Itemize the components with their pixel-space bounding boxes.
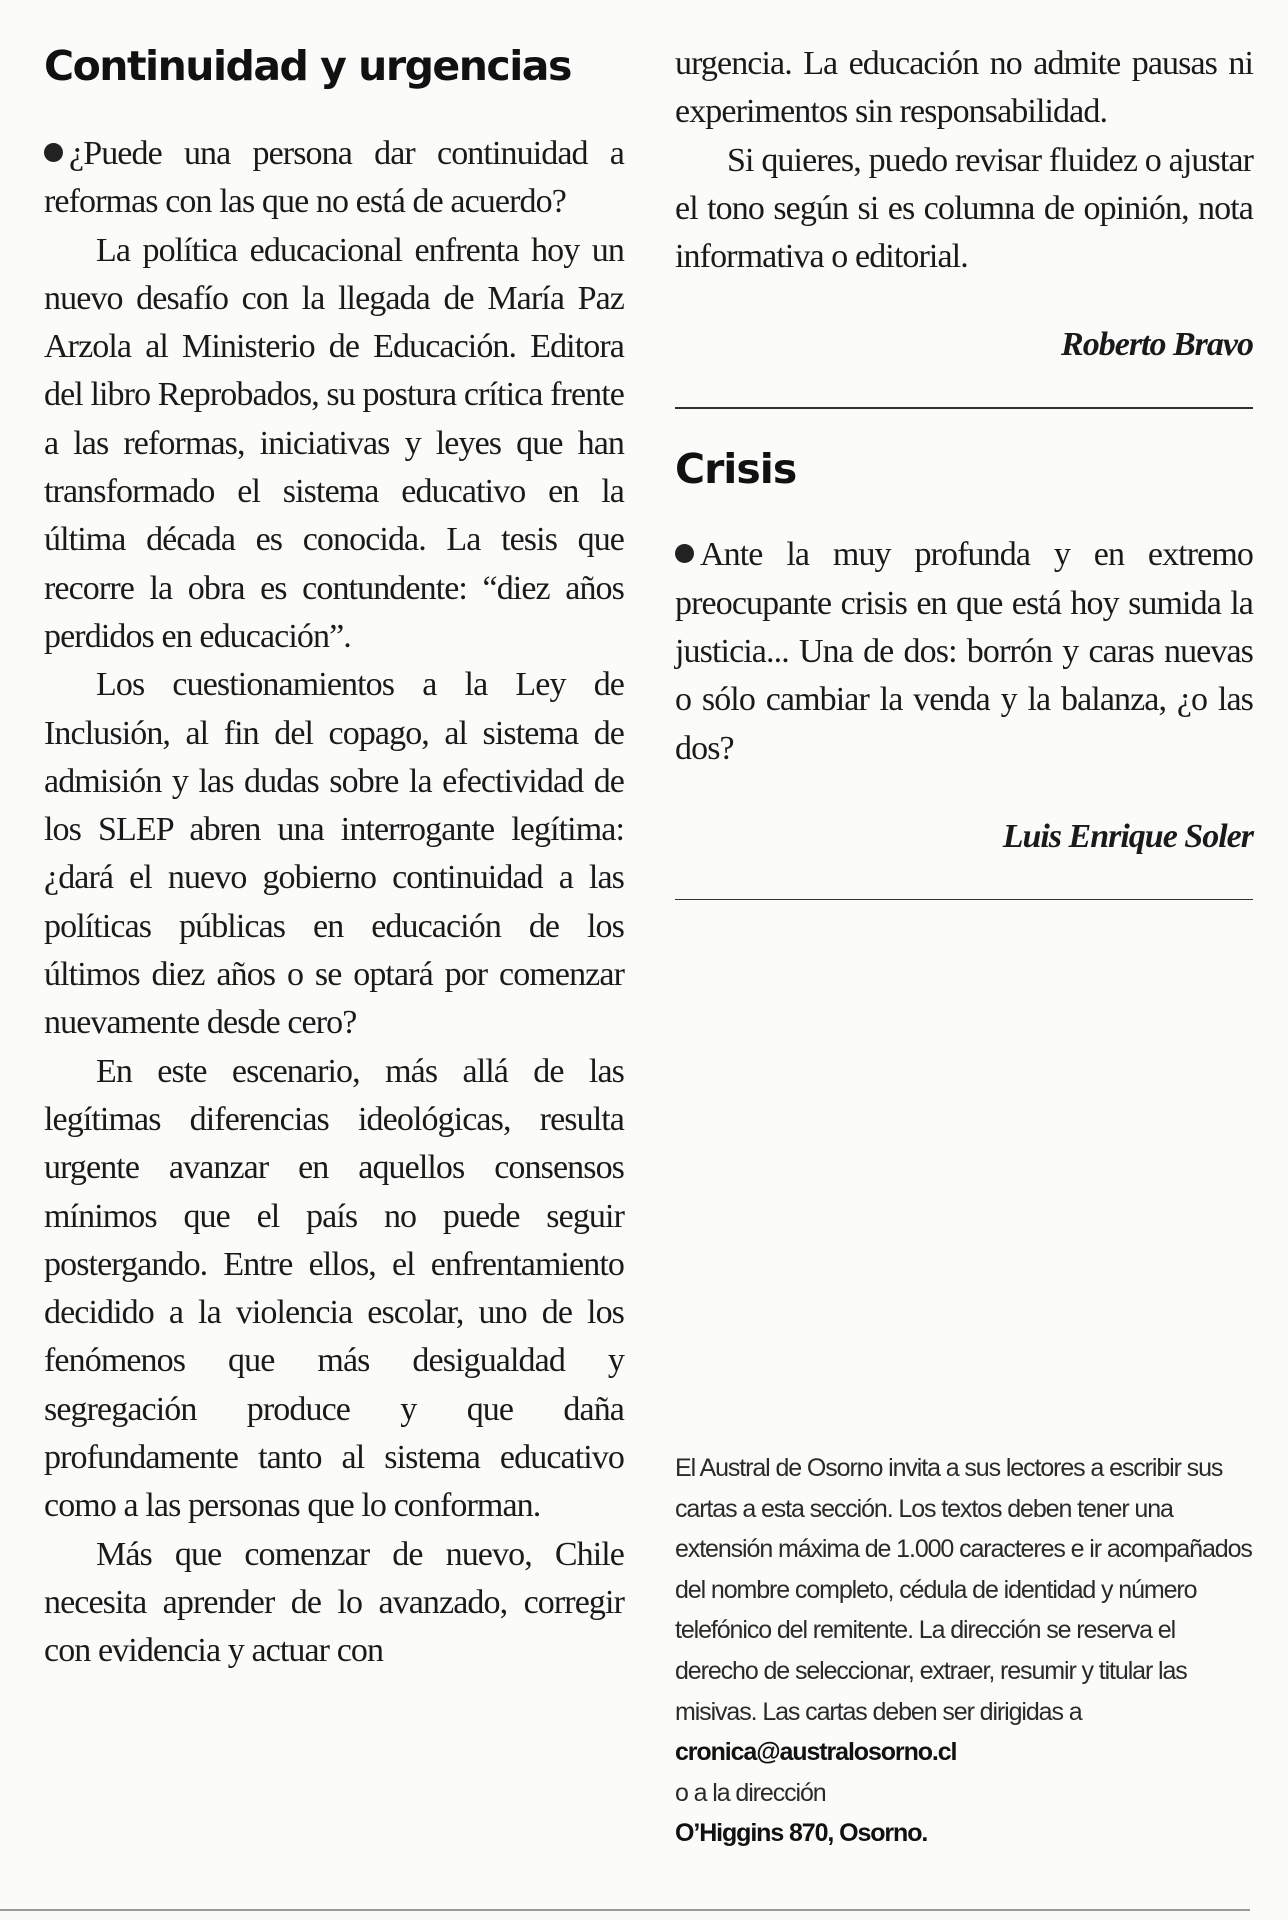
letter-headline-crisis: Crisis	[675, 445, 797, 494]
notice-text: El Austral de Osorno invita a sus lectores a escribir sus cartas a esta sección. Los textos deben tener una extensión máxima de 1.000 caracteres e ir acompañados del nombre completo, cédula de identidad y número telefónico del remitente. La dirección se reserva el derecho de seleccionar, extraer, resumir y titular las misivas. Las cartas deben ser dirigidas a	[675, 1454, 1252, 1726]
letter-headline-continuidad: Continuidad y urgencias	[44, 42, 571, 90]
author-signature: Luis Enrique Soler	[1002, 817, 1253, 855]
letter-paragraph: En este escenario, más allá de las legítimas diferencias ideológicas, resulta urgente avanzar en aquellos consensos mínimos que el país no puede seguir postergando. Entre ellos, el enfrentamiento decidido a la violencia escolar, uno de los fenómenos que más desigualdad y segregación produce y que daña profundamente tanto al sistema educativo como a las personas que lo conforman.	[44, 1052, 624, 1525]
author-signature: Roberto Bravo	[1061, 326, 1253, 364]
letter-continuation: urgencia. La educación no admite pausas ni experimentos sin responsabilidad.	[675, 45, 1253, 131]
address-intro: o a la dirección	[675, 1778, 826, 1807]
crisis-body	[675, 531, 1253, 772]
right-column	[675, 40, 1253, 900]
letter-paragraph: Los cuestionamientos a la Ley de Inclusión, al fin del copago, al sistema de admisión y las dudas sobre la efectividad de los SLEP abren una interrogante legítima: ¿dará el nuevo gobierno continuidad a las políticas públicas en educación de los últimos diez años o se optará por comenzar nuevamente desde cero?	[44, 666, 624, 1042]
section-divider	[675, 407, 1253, 409]
bullet-icon	[44, 143, 63, 162]
submission-notice	[675, 1448, 1253, 1854]
letter-paragraph: Más que comenzar de nuevo, Chile necesita aprender de lo avanzado, corregir con evidencia y actuar con	[44, 1535, 624, 1670]
page-bottom-rule	[0, 1909, 1250, 1911]
left-column	[44, 40, 624, 1676]
bullet-icon	[675, 544, 694, 563]
crisis-text: Ante la muy profunda y en extremo preocupante crisis en que está hoy sumida la justicia... Una de dos: borrón y caras nuevas o sólo cambiar la venda y la balanza, ¿o las dos?	[675, 536, 1253, 767]
letter-paragraph: La política educacional enfrenta hoy un nuevo desafío con la llegada de María Paz Arzola al Ministerio de Educación. Editora del libro Reprobados, su postura crítica frente a las reformas, iniciativas y leyes que han transformado el sistema educativo en la última década es conocida. La tesis que recorre la obra es contundente: “diez años perdidos en educación”.	[44, 231, 624, 655]
question-text: ¿Puede una persona dar continuidad a reformas con las que no está de acuerdo?	[44, 135, 624, 221]
letter-closing: Si quieres, puedo revisar fluidez o ajustar el tono según si es columna de opinión, nota informativa o editorial.	[675, 141, 1253, 276]
section-divider	[675, 899, 1253, 900]
letter-question	[44, 130, 624, 227]
contact-email: cronica@australosorno.cl	[675, 1738, 957, 1767]
postal-address: O’Higgins 870, Osorno.	[675, 1819, 928, 1848]
